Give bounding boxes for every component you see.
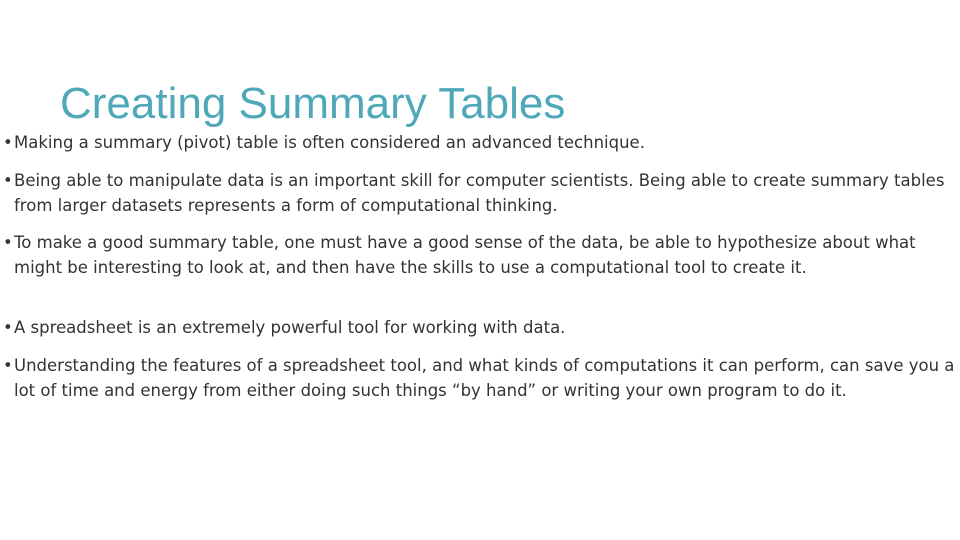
bullet-point-icon: •	[3, 133, 13, 152]
bullet-item	[3, 316, 960, 341]
bullet-text: To make a good summary table, one must have a good sense of the data, be able to hypothesize about what might be interesting to look at, and then have the skills to use a computational tool to create it.	[14, 233, 916, 277]
bullet-text: Making a summary (pivot) table is often considered an advanced technique.	[14, 133, 645, 152]
bullet-point-icon: •	[3, 318, 13, 337]
bullet-item	[3, 354, 960, 403]
bullet-text: Being able to manipulate data is an important skill for computer scientists. Being able to create summary tables from larger datasets represents a form of computational thinking.	[14, 171, 945, 215]
bullet-point-icon: •	[3, 356, 13, 375]
bullet-item	[3, 169, 960, 218]
bullet-point-icon: •	[3, 171, 13, 190]
slide-title: Creating Summary Tables	[60, 79, 566, 128]
bullet-item	[3, 131, 960, 156]
bullet-text: A spreadsheet is an extremely powerful tool for working with data.	[14, 318, 566, 337]
bullet-item	[3, 231, 960, 280]
bullet-text: Understanding the features of a spreadsheet tool, and what kinds of computations it can perform, can save you a lot of time and energy from either doing such things “by hand” or writing your own program to do it.	[14, 356, 955, 400]
bullet-point-icon: •	[3, 233, 13, 252]
